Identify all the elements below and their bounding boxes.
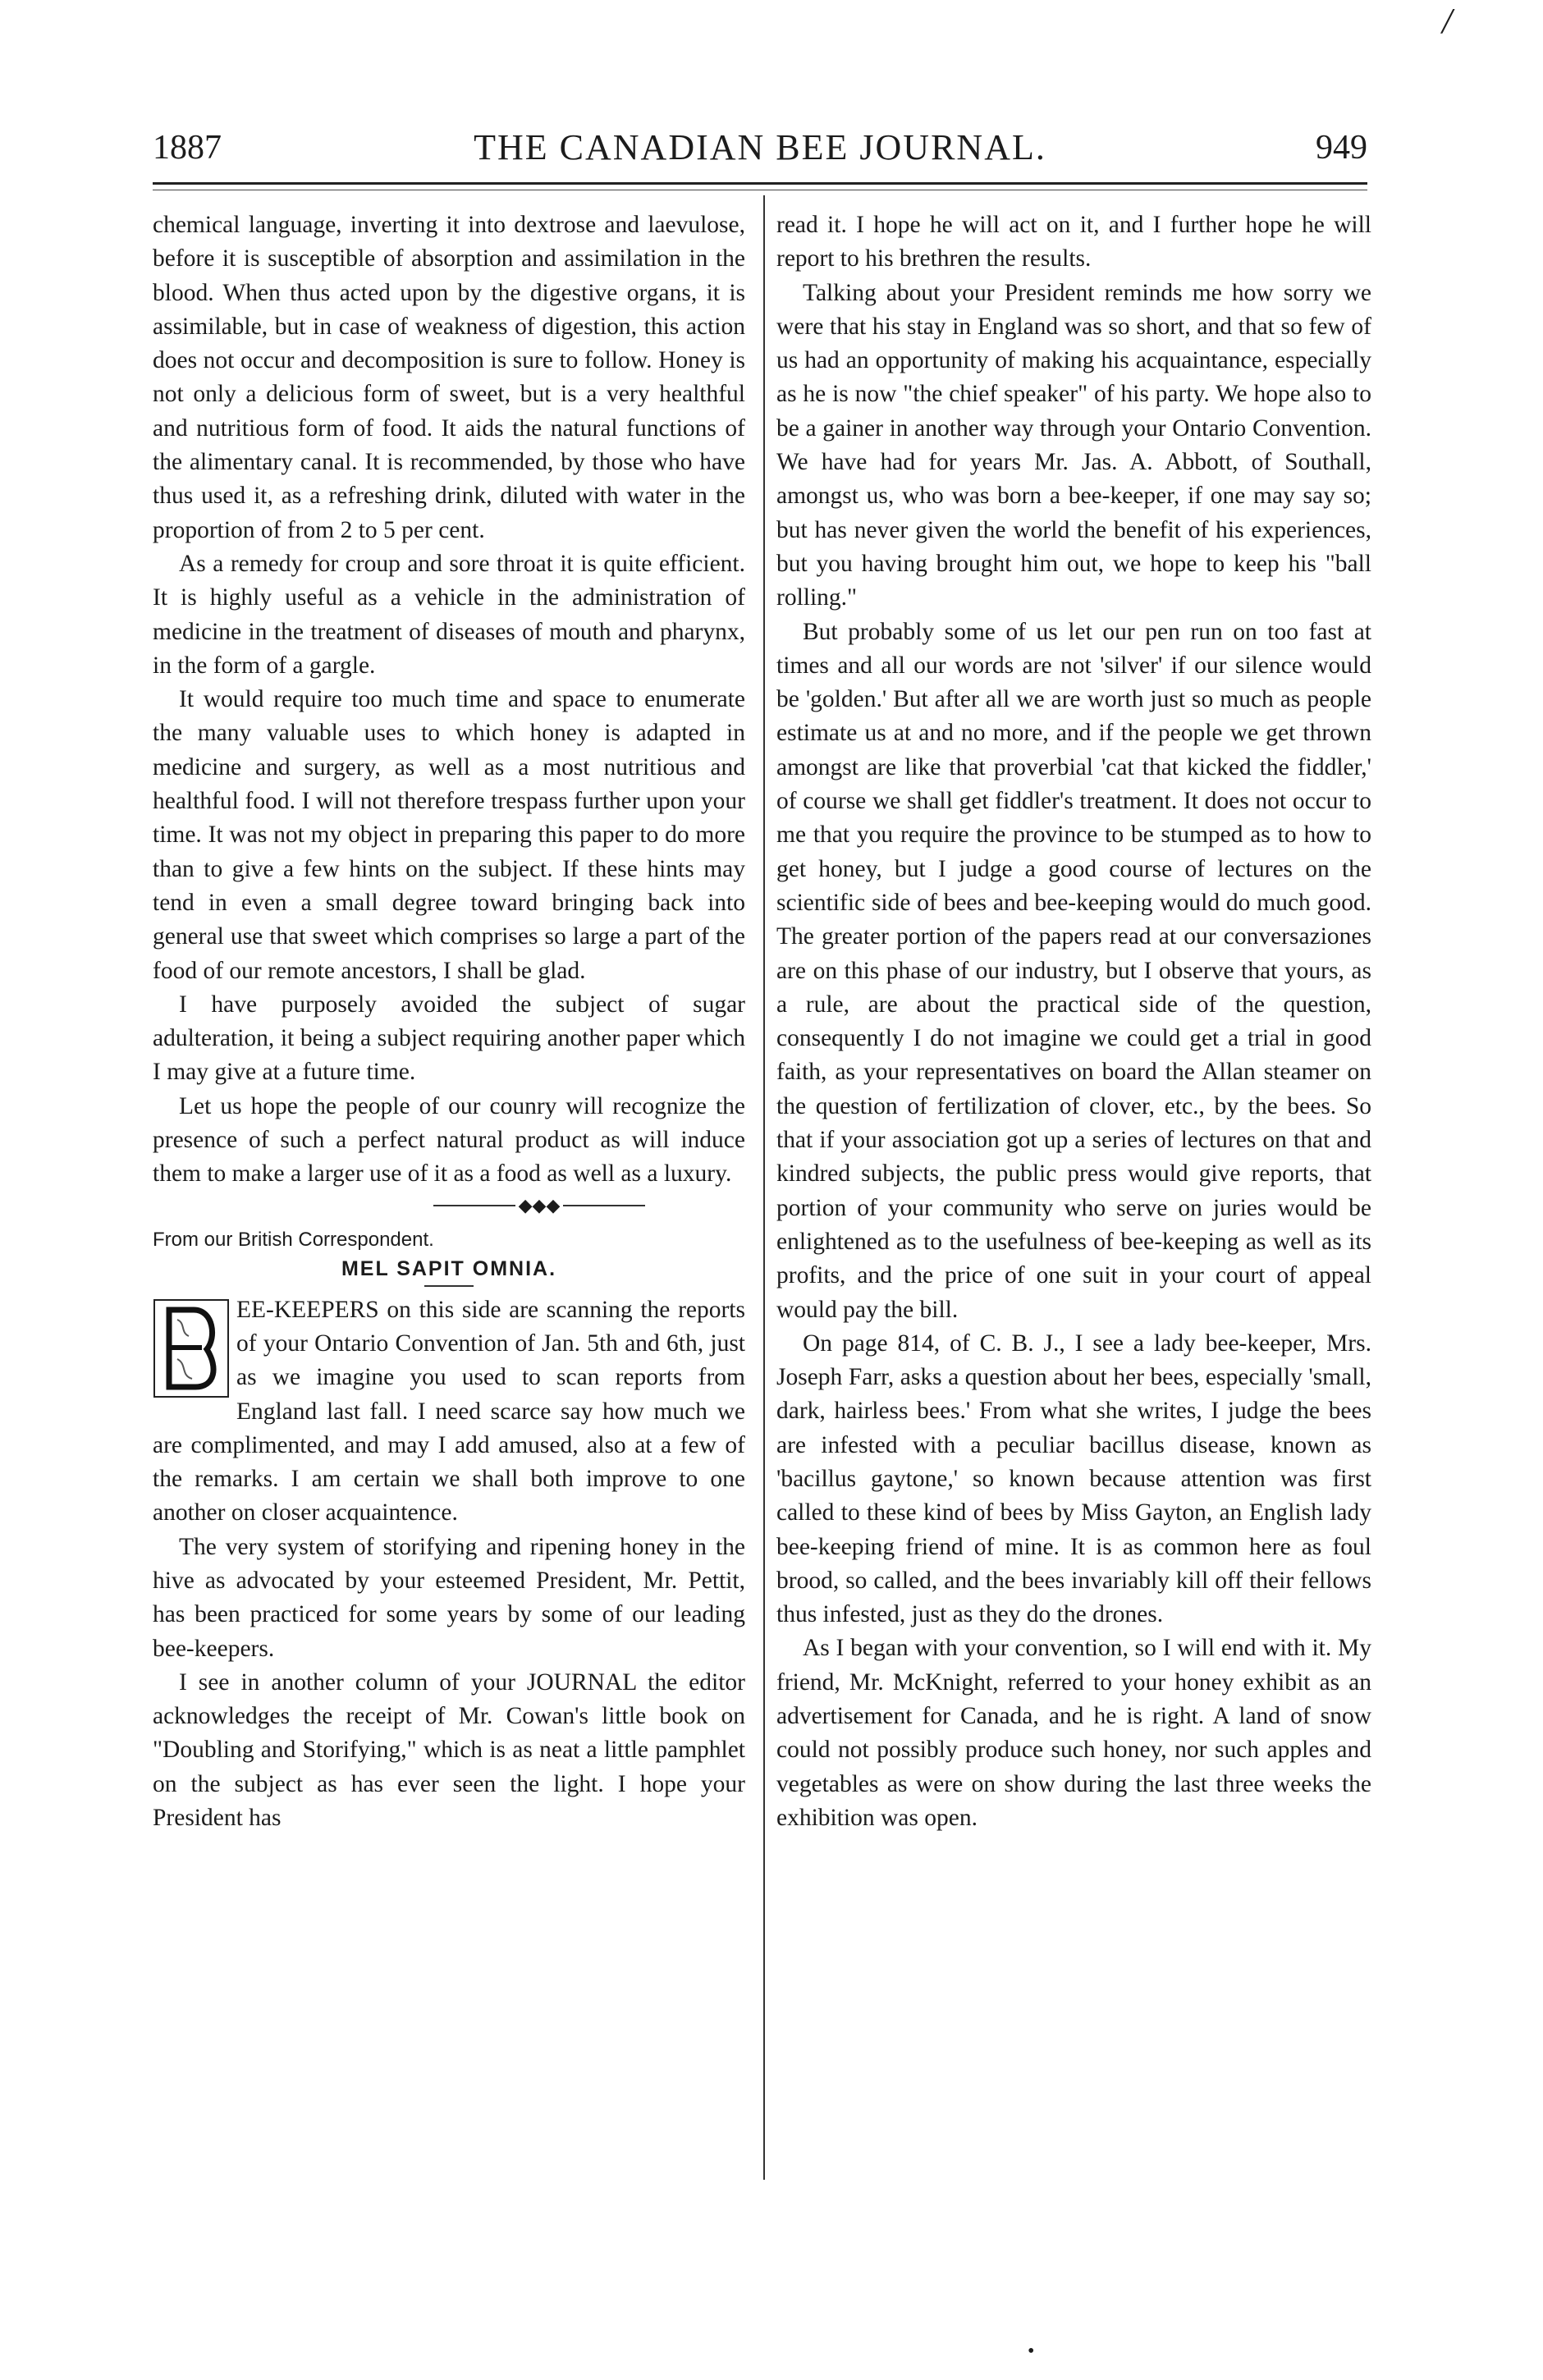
left-paragraph-1: chemical language, inverting it into dextrose and laevulose, before it is susceptible of absorption and assimilation in the blood. When thus acted upon by the digestive organs, it is assimilable, but in case of weakness of digestion, this action does not occur and decomposition is sure to follow. Honey is not only a delicious form of sweet, but is a very healthful and nutritious form of food. It aids the natural functions of the alimentary canal. It is recommended, by those who have thus used it, as a refreshing drink, diluted with water in the proportion of from 2 to 5 per cent. [153,212,745,543]
corner-pen-mark: / [1442,1,1453,41]
ornament-icon: ◆◆◆ [518,1194,561,1215]
right-column [776,208,1371,1835]
header-title: THE CANADIAN BEE JOURNAL. [474,127,1046,167]
right-paragraph-4: On page 814, of C. B. J., I see a lady bee-keeper, Mrs. Joseph Farr, asks a question about her bees, especially 'small, dark, hairless bees.' From what she writes, I judge the bees are infested with a peculiar bacillus disease, known as 'bacillus gaytone,' so known because attention was first called to these kind of bees by Miss Gayton, an English lady bee-keeping friend of mine. It is as common here as foul brood, so called, and the bees invariably kill off their fellows thus infested, just as they do the drones. [776,1330,1371,1628]
header-rule-thick [153,182,1367,185]
dropcap-paragraph [153,1293,745,1531]
right-paragraph-2: Talking about your President reminds me how sorry we were that his stay in England was so short, and that so few of us had an opportunity of making his acquaintance, especially as he is now "the chief speaker" of his party. We hope also to be a gainer in another way through your Ontario Convention. We have had for years Mr. Jas. A. Abbott, of Southall, amongst us, who was born a bee-keeper, if one may say so; but has never given the world the benefit of his experiences, but you having brought him out, we hope to keep his "ball rolling." [776,279,1371,611]
left-paragraph-6: EE-KEEPERS on this side are scanning the reports of your Ontario Convention of Jan. 5th and 6th, just as we imagine you used to scan reports from England last fall. I need scarce say how much we are complimented, and may I add amused, also at a few of the remarks. I am certain we shall both improve to one another on closer acquaintence. [153,1296,745,1526]
ornamental-initial-b-icon [153,1298,230,1398]
section-ornament-divider [153,1193,745,1218]
right-paragraph-1: read it. I hope he will act on it, and I further hope he will report to his brethren the results. [776,212,1371,272]
column-divider [763,195,765,2180]
header-year: 1887 [153,129,222,167]
section-title-rule [424,1285,474,1287]
running-header [153,121,1367,179]
left-column [153,208,745,1835]
section-title: MEL SAPIT OMNIA. [341,1256,557,1280]
bottom-ink-mark: • [1028,2341,1035,2362]
left-paragraph-2: As a remedy for croup and sore throat it is quite efficient. It is highly useful as a vehicle in the administration of medicine in the treatment of diseases of mouth and pharynx, in the form of a gargle. [153,550,745,679]
right-paragraph-3: But probably some of us let our pen run on too fast at times and all our words are not 'silver' if our silence would be 'golden.' But after all we are worth just so much as people estimate us at and no more, and if the people we get thrown amongst are like that proverbial 'cat that kicked the fiddler,' of course we shall get fiddler's treatment. It does not occur to me that you require the province to be stumped as to how to get honey, but I judge a good course of lectures on the scientific side of bees and bee-keeping would do much good. The greater portion of the papers read at our conversaziones are on this phase of our industry, but I observe that yours, as a rule, are about the practical side of the question, consequently I do not imagine we could get a trial in good faith, as your representatives on board the Allan steamer on the question of fertilization of clover, etc., by the bees. So that if your association got up a series of lectures on that and kindred subjects, the public press would give reports, that portion of your community who serve on juries would be enlightened as to the usefulness of bee-keeping as well as its profits, and the price of one suit in your court of appeal would pay the bill. [776,618,1371,1323]
correspondent-source: From our British Correspondent. [153,1228,434,1251]
left-paragraph-5: Let us hope the people of our counry will recognize the presence of such a perfect natural product as will induce them to make a larger use of it as a food as well as a luxury. [153,1092,745,1188]
right-paragraph-5: As I began with your convention, so I will end with it. My friend, Mr. McKnight, referred to your honey exhibit as an advertisement for Canada, and he is right. A land of snow could not possibly produce such honey, nor such apples and vegetables as were on show during the last three weeks the exhibition was open. [776,1635,1371,1831]
left-paragraph-3: It would require too much time and space to enumerate the many valuable uses to which honey is adapted in medicine and surgery, as well as a most nutritious and healthful food. I will not therefore trespass further upon your time. It was not my object in preparing this paper to do more than to give a few hints on the subject. If these hints may tend in even a small degree toward bringing back into general use that sweet which comprises so large a part of the food of our remote ancestors, I shall be glad. [153,686,745,984]
left-paragraph-8: I see in another column of your JOURNAL the editor acknowledges the receipt of Mr. Cowan's little book on "Doubling and Storifying," which is as neat a little pamphlet on the subject as has ever seen the light. I hope your President has [153,1668,745,1832]
left-paragraph-7: The very system of storifying and ripening honey in the hive as advocated by your esteemed President, Mr. Pettit, has been practiced for some years by some of our leading bee-keepers. [153,1533,745,1662]
header-page-number: 949 [1316,129,1367,167]
left-paragraph-4: I have purposely avoided the subject of sugar adulteration, it being a subject requiring another paper which I may give at a future time. [153,991,745,1086]
